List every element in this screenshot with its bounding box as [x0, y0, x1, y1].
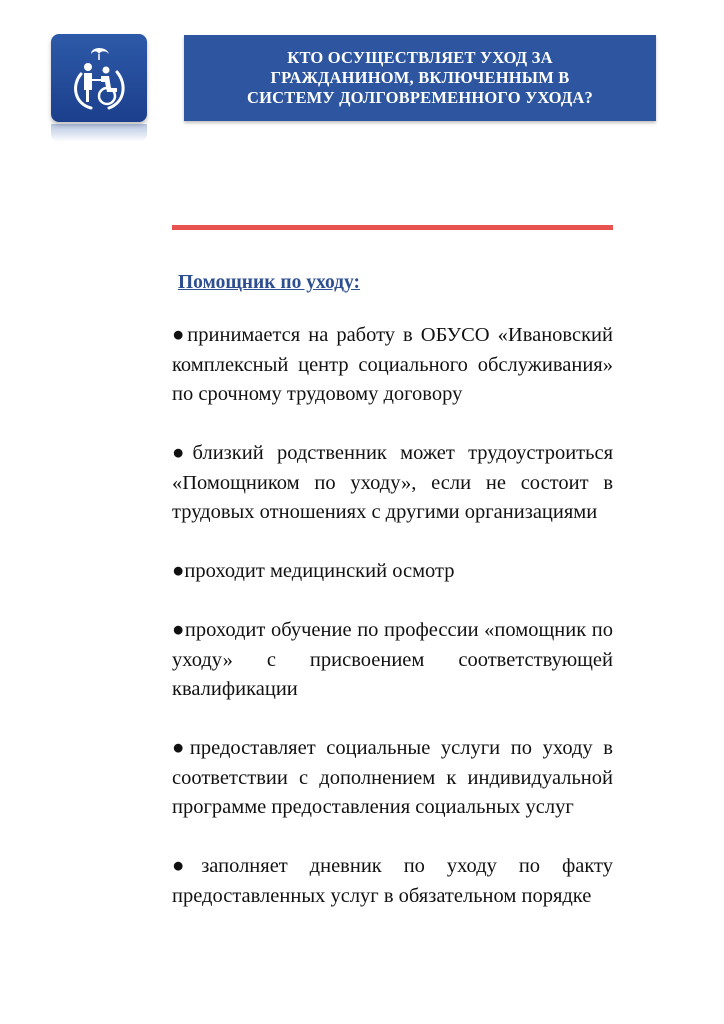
divider — [172, 225, 613, 230]
bullet-list — [172, 321, 613, 941]
caregiver-wheelchair-icon — [51, 34, 147, 122]
list-item-text: принимается на работу в ОБУСО «Ивановский комплексный центр социального обслуживания» по срочному трудовому договору — [172, 324, 613, 405]
list-item-text: проходит обучение по профессии «помощник по уходу» с присвоением соответствующей квалификации — [172, 619, 613, 700]
bullet-icon: ● — [172, 737, 190, 759]
list-item — [172, 321, 613, 410]
bullet-icon: ● — [172, 855, 202, 877]
list-item — [172, 734, 613, 823]
list-item — [172, 439, 613, 528]
logo-reflection — [51, 124, 147, 142]
bullet-icon: ● — [172, 442, 193, 464]
logo — [51, 34, 147, 122]
list-item-text: проходит медицинский осмотр — [184, 560, 455, 582]
list-item — [172, 852, 613, 911]
page-title: КТО ОСУЩЕСТВЛЯЕТ УХОД ЗА ГРАЖДАНИНОМ, ВКЛЮЧЕННЫМ В СИСТЕМУ ДОЛГОВРЕМЕННОГО УХОДА? — [247, 48, 593, 107]
bullet-icon: ● — [172, 324, 188, 346]
section-title: Помощник по уходу: — [178, 272, 361, 293]
list-item-text: предоставляет социальные услуги по уходу в соответствии с дополнением к индивидуальной программе предоставления социальных услуг — [172, 737, 613, 818]
bullet-icon: ● — [172, 560, 185, 582]
list-item — [172, 616, 613, 705]
list-item — [172, 557, 613, 587]
header-banner — [184, 35, 656, 121]
list-item-text: заполняет дневник по уходу по факту предоставленных услуг в обязательном порядке — [172, 855, 613, 907]
list-item-text: близкий родственник может трудоустроиться «Помощником по уходу», если не состоит в трудовых отношениях с другими организациями — [172, 442, 614, 523]
bullet-icon: ● — [172, 619, 185, 641]
